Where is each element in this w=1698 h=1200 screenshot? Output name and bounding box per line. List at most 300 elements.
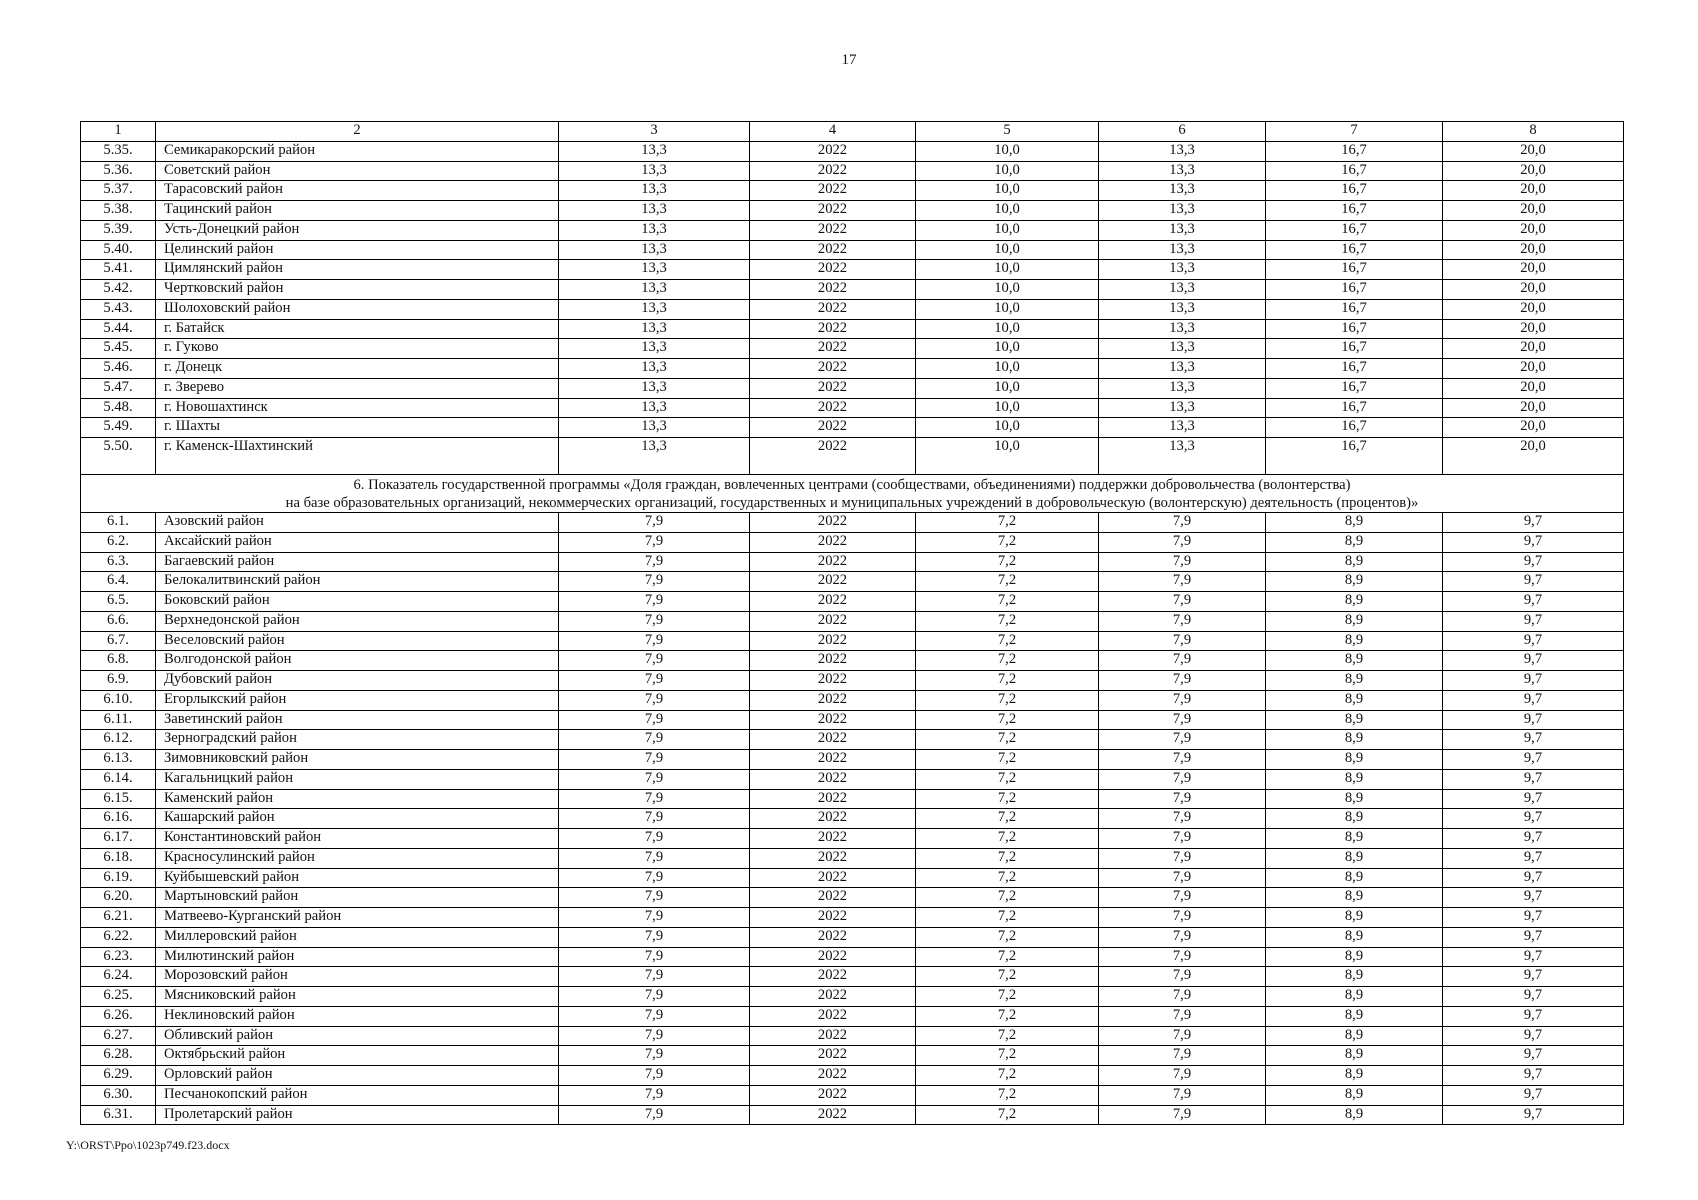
base-year-cell: 2022 xyxy=(750,438,916,475)
base-value-cell: 13,3 xyxy=(559,319,750,339)
base-value-cell: 7,9 xyxy=(559,611,750,631)
base-value-cell: 13,3 xyxy=(559,181,750,201)
value-2026-cell: 16,7 xyxy=(1266,359,1443,379)
base-year-cell: 2022 xyxy=(750,1066,916,1086)
value-2025-cell: 7,9 xyxy=(1099,829,1266,849)
table-row xyxy=(81,809,1624,829)
row-number-cell: 5.36. xyxy=(81,161,156,181)
value-2024-cell: 7,2 xyxy=(916,1066,1099,1086)
district-name-cell: Семикаракорский район xyxy=(156,141,559,161)
value-2024-cell: 7,2 xyxy=(916,769,1099,789)
base-year-cell: 2022 xyxy=(750,908,916,928)
column-number-8: 8 xyxy=(1443,122,1624,142)
district-name-cell: Мартыновский район xyxy=(156,888,559,908)
base-year-cell: 2022 xyxy=(750,359,916,379)
value-2025-cell: 13,3 xyxy=(1099,319,1266,339)
row-number-cell: 6.9. xyxy=(81,671,156,691)
value-2024-cell: 7,2 xyxy=(916,1006,1099,1026)
value-2026-cell: 16,7 xyxy=(1266,181,1443,201)
district-name-cell: Октябрьский район xyxy=(156,1046,559,1066)
value-2024-cell: 7,2 xyxy=(916,1046,1099,1066)
base-year-cell: 2022 xyxy=(750,339,916,359)
value-2024-cell: 10,0 xyxy=(916,398,1099,418)
base-year-cell: 2022 xyxy=(750,750,916,770)
row-number-cell: 5.42. xyxy=(81,280,156,300)
row-number-cell: 6.21. xyxy=(81,908,156,928)
section-6-header-row xyxy=(81,475,1624,513)
base-value-cell: 13,3 xyxy=(559,339,750,359)
district-name-cell: Матвеево-Курганский район xyxy=(156,908,559,928)
base-year-cell: 2022 xyxy=(750,1026,916,1046)
value-2025-cell: 13,3 xyxy=(1099,418,1266,438)
value-2025-cell: 13,3 xyxy=(1099,378,1266,398)
table-row xyxy=(81,513,1624,533)
base-value-cell: 13,3 xyxy=(559,359,750,379)
value-2026-cell: 8,9 xyxy=(1266,927,1443,947)
row-number-cell: 6.19. xyxy=(81,868,156,888)
table-row xyxy=(81,651,1624,671)
column-number-row xyxy=(81,122,1624,142)
district-name-cell: Цимлянский район xyxy=(156,260,559,280)
row-number-cell: 5.45. xyxy=(81,339,156,359)
base-year-cell: 2022 xyxy=(750,671,916,691)
value-2024-cell: 10,0 xyxy=(916,319,1099,339)
column-number-4: 4 xyxy=(750,122,916,142)
row-number-cell: 6.15. xyxy=(81,789,156,809)
table-row xyxy=(81,359,1624,379)
district-name-cell: Красносулинский район xyxy=(156,848,559,868)
value-2024-cell: 7,2 xyxy=(916,947,1099,967)
row-number-cell: 6.5. xyxy=(81,592,156,612)
value-2024-cell: 7,2 xyxy=(916,513,1099,533)
value-2030-cell: 9,7 xyxy=(1443,552,1624,572)
value-2026-cell: 8,9 xyxy=(1266,1066,1443,1086)
row-number-cell: 6.4. xyxy=(81,572,156,592)
value-2030-cell: 9,7 xyxy=(1443,967,1624,987)
table-row xyxy=(81,1026,1624,1046)
base-year-cell: 2022 xyxy=(750,398,916,418)
value-2026-cell: 8,9 xyxy=(1266,552,1443,572)
district-name-cell: Аксайский район xyxy=(156,532,559,552)
value-2025-cell: 13,3 xyxy=(1099,161,1266,181)
base-value-cell: 7,9 xyxy=(559,967,750,987)
value-2025-cell: 7,9 xyxy=(1099,1026,1266,1046)
value-2024-cell: 7,2 xyxy=(916,730,1099,750)
table-row xyxy=(81,769,1624,789)
district-name-cell: Константиновский район xyxy=(156,829,559,849)
row-number-cell: 6.13. xyxy=(81,750,156,770)
row-number-cell: 6.3. xyxy=(81,552,156,572)
value-2026-cell: 16,7 xyxy=(1266,319,1443,339)
value-2025-cell: 7,9 xyxy=(1099,750,1266,770)
base-year-cell: 2022 xyxy=(750,1046,916,1066)
table-row xyxy=(81,987,1624,1007)
base-year-cell: 2022 xyxy=(750,418,916,438)
table-row xyxy=(81,220,1624,240)
table-row xyxy=(81,967,1624,987)
base-value-cell: 7,9 xyxy=(559,690,750,710)
base-value-cell: 13,3 xyxy=(559,398,750,418)
value-2030-cell: 9,7 xyxy=(1443,927,1624,947)
base-year-cell: 2022 xyxy=(750,690,916,710)
row-number-cell: 5.39. xyxy=(81,220,156,240)
row-number-cell: 5.37. xyxy=(81,181,156,201)
base-value-cell: 7,9 xyxy=(559,987,750,1007)
base-value-cell: 7,9 xyxy=(559,532,750,552)
value-2024-cell: 7,2 xyxy=(916,1105,1099,1125)
district-name-cell: г. Каменск-Шахтинский xyxy=(156,438,559,475)
table-row xyxy=(81,240,1624,260)
district-name-cell: Белокалитвинский район xyxy=(156,572,559,592)
row-number-cell: 6.14. xyxy=(81,769,156,789)
value-2030-cell: 9,7 xyxy=(1443,947,1624,967)
value-2025-cell: 13,3 xyxy=(1099,260,1266,280)
value-2025-cell: 7,9 xyxy=(1099,513,1266,533)
district-name-cell: Милютинский район xyxy=(156,947,559,967)
row-number-cell: 6.24. xyxy=(81,967,156,987)
base-year-cell: 2022 xyxy=(750,730,916,750)
table-row xyxy=(81,710,1624,730)
base-value-cell: 7,9 xyxy=(559,552,750,572)
value-2026-cell: 8,9 xyxy=(1266,532,1443,552)
value-2026-cell: 8,9 xyxy=(1266,947,1443,967)
table-row xyxy=(81,829,1624,849)
value-2026-cell: 8,9 xyxy=(1266,987,1443,1007)
base-value-cell: 7,9 xyxy=(559,592,750,612)
district-name-cell: Тарасовский район xyxy=(156,181,559,201)
base-value-cell: 13,3 xyxy=(559,280,750,300)
district-name-cell: Миллеровский район xyxy=(156,927,559,947)
value-2026-cell: 16,7 xyxy=(1266,141,1443,161)
column-number-2: 2 xyxy=(156,122,559,142)
base-year-cell: 2022 xyxy=(750,280,916,300)
base-year-cell: 2022 xyxy=(750,319,916,339)
base-year-cell: 2022 xyxy=(750,513,916,533)
value-2030-cell: 20,0 xyxy=(1443,240,1624,260)
table-row xyxy=(81,690,1624,710)
value-2025-cell: 7,9 xyxy=(1099,967,1266,987)
value-2024-cell: 7,2 xyxy=(916,927,1099,947)
value-2025-cell: 7,9 xyxy=(1099,572,1266,592)
column-number-5: 5 xyxy=(916,122,1099,142)
table-row xyxy=(81,181,1624,201)
base-value-cell: 7,9 xyxy=(559,1006,750,1026)
base-year-cell: 2022 xyxy=(750,611,916,631)
value-2026-cell: 8,9 xyxy=(1266,730,1443,750)
base-year-cell: 2022 xyxy=(750,141,916,161)
base-year-cell: 2022 xyxy=(750,181,916,201)
district-name-cell: г. Зверево xyxy=(156,378,559,398)
district-name-cell: Заветинский район xyxy=(156,710,559,730)
value-2024-cell: 7,2 xyxy=(916,967,1099,987)
district-name-cell: Обливский район xyxy=(156,1026,559,1046)
base-value-cell: 7,9 xyxy=(559,730,750,750)
base-value-cell: 7,9 xyxy=(559,927,750,947)
base-value-cell: 7,9 xyxy=(559,868,750,888)
base-year-cell: 2022 xyxy=(750,201,916,221)
value-2030-cell: 9,7 xyxy=(1443,730,1624,750)
base-value-cell: 13,3 xyxy=(559,220,750,240)
value-2024-cell: 10,0 xyxy=(916,260,1099,280)
value-2026-cell: 8,9 xyxy=(1266,789,1443,809)
base-value-cell: 7,9 xyxy=(559,1085,750,1105)
district-name-cell: Шолоховский район xyxy=(156,299,559,319)
value-2024-cell: 10,0 xyxy=(916,299,1099,319)
value-2026-cell: 16,7 xyxy=(1266,398,1443,418)
table-row xyxy=(81,532,1624,552)
value-2030-cell: 20,0 xyxy=(1443,141,1624,161)
column-number-1: 1 xyxy=(81,122,156,142)
district-name-cell: Кагальницкий район xyxy=(156,769,559,789)
value-2030-cell: 20,0 xyxy=(1443,319,1624,339)
row-number-cell: 5.44. xyxy=(81,319,156,339)
base-year-cell: 2022 xyxy=(750,868,916,888)
value-2030-cell: 9,7 xyxy=(1443,1006,1624,1026)
value-2030-cell: 20,0 xyxy=(1443,378,1624,398)
base-value-cell: 7,9 xyxy=(559,1026,750,1046)
value-2025-cell: 13,3 xyxy=(1099,339,1266,359)
district-name-cell: Веселовский район xyxy=(156,631,559,651)
row-number-cell: 5.49. xyxy=(81,418,156,438)
value-2026-cell: 8,9 xyxy=(1266,888,1443,908)
row-number-cell: 6.28. xyxy=(81,1046,156,1066)
base-year-cell: 2022 xyxy=(750,927,916,947)
base-year-cell: 2022 xyxy=(750,710,916,730)
row-number-cell: 6.22. xyxy=(81,927,156,947)
value-2024-cell: 7,2 xyxy=(916,789,1099,809)
value-2026-cell: 8,9 xyxy=(1266,848,1443,868)
value-2025-cell: 13,3 xyxy=(1099,299,1266,319)
row-number-cell: 5.43. xyxy=(81,299,156,319)
value-2030-cell: 9,7 xyxy=(1443,769,1624,789)
district-name-cell: Пролетарский район xyxy=(156,1105,559,1125)
base-value-cell: 7,9 xyxy=(559,651,750,671)
value-2024-cell: 7,2 xyxy=(916,710,1099,730)
row-number-cell: 6.17. xyxy=(81,829,156,849)
district-name-cell: Зимовниковский район xyxy=(156,750,559,770)
value-2024-cell: 7,2 xyxy=(916,908,1099,928)
value-2026-cell: 8,9 xyxy=(1266,769,1443,789)
base-value-cell: 7,9 xyxy=(559,671,750,691)
row-number-cell: 6.18. xyxy=(81,848,156,868)
value-2030-cell: 9,7 xyxy=(1443,671,1624,691)
district-name-cell: Тацинский район xyxy=(156,201,559,221)
value-2024-cell: 10,0 xyxy=(916,438,1099,475)
district-name-cell: Верхнедонской район xyxy=(156,611,559,631)
value-2030-cell: 9,7 xyxy=(1443,868,1624,888)
value-2024-cell: 7,2 xyxy=(916,611,1099,631)
row-number-cell: 6.12. xyxy=(81,730,156,750)
value-2024-cell: 7,2 xyxy=(916,631,1099,651)
value-2030-cell: 9,7 xyxy=(1443,611,1624,631)
row-number-cell: 6.20. xyxy=(81,888,156,908)
value-2026-cell: 8,9 xyxy=(1266,690,1443,710)
base-value-cell: 7,9 xyxy=(559,888,750,908)
value-2025-cell: 7,9 xyxy=(1099,651,1266,671)
value-2025-cell: 7,9 xyxy=(1099,710,1266,730)
base-value-cell: 7,9 xyxy=(559,769,750,789)
base-value-cell: 7,9 xyxy=(559,710,750,730)
value-2030-cell: 20,0 xyxy=(1443,181,1624,201)
table-row xyxy=(81,161,1624,181)
table-row xyxy=(81,280,1624,300)
value-2026-cell: 8,9 xyxy=(1266,1105,1443,1125)
value-2025-cell: 7,9 xyxy=(1099,1006,1266,1026)
value-2026-cell: 8,9 xyxy=(1266,829,1443,849)
base-value-cell: 13,3 xyxy=(559,260,750,280)
row-number-cell: 5.50. xyxy=(81,438,156,475)
value-2030-cell: 20,0 xyxy=(1443,398,1624,418)
table-row xyxy=(81,398,1624,418)
value-2030-cell: 9,7 xyxy=(1443,1085,1624,1105)
base-year-cell: 2022 xyxy=(750,829,916,849)
value-2026-cell: 8,9 xyxy=(1266,710,1443,730)
row-number-cell: 5.40. xyxy=(81,240,156,260)
district-name-cell: Орловский район xyxy=(156,1066,559,1086)
district-name-cell: Волгодонской район xyxy=(156,651,559,671)
base-year-cell: 2022 xyxy=(750,592,916,612)
row-number-cell: 6.2. xyxy=(81,532,156,552)
row-number-cell: 6.7. xyxy=(81,631,156,651)
district-name-cell: Песчанокопский район xyxy=(156,1085,559,1105)
table-row xyxy=(81,750,1624,770)
table-row xyxy=(81,592,1624,612)
value-2030-cell: 9,7 xyxy=(1443,848,1624,868)
row-number-cell: 6.23. xyxy=(81,947,156,967)
base-year-cell: 2022 xyxy=(750,1006,916,1026)
table-row xyxy=(81,908,1624,928)
district-name-cell: Целинский район xyxy=(156,240,559,260)
district-name-cell: Усть-Донецкий район xyxy=(156,220,559,240)
value-2030-cell: 9,7 xyxy=(1443,710,1624,730)
value-2024-cell: 10,0 xyxy=(916,220,1099,240)
value-2024-cell: 7,2 xyxy=(916,750,1099,770)
base-year-cell: 2022 xyxy=(750,552,916,572)
value-2030-cell: 20,0 xyxy=(1443,299,1624,319)
table-row xyxy=(81,1006,1624,1026)
table-row xyxy=(81,1066,1624,1086)
table-row xyxy=(81,888,1624,908)
value-2030-cell: 20,0 xyxy=(1443,201,1624,221)
base-value-cell: 13,3 xyxy=(559,299,750,319)
value-2030-cell: 20,0 xyxy=(1443,418,1624,438)
base-value-cell: 7,9 xyxy=(559,848,750,868)
value-2026-cell: 8,9 xyxy=(1266,611,1443,631)
table-row xyxy=(81,611,1624,631)
row-number-cell: 6.10. xyxy=(81,690,156,710)
base-value-cell: 13,3 xyxy=(559,141,750,161)
value-2024-cell: 7,2 xyxy=(916,829,1099,849)
value-2026-cell: 8,9 xyxy=(1266,651,1443,671)
value-2025-cell: 7,9 xyxy=(1099,671,1266,691)
base-year-cell: 2022 xyxy=(750,651,916,671)
value-2030-cell: 9,7 xyxy=(1443,888,1624,908)
value-2024-cell: 7,2 xyxy=(916,1085,1099,1105)
table-row xyxy=(81,438,1624,475)
row-number-cell: 5.47. xyxy=(81,378,156,398)
value-2030-cell: 9,7 xyxy=(1443,592,1624,612)
table-row xyxy=(81,339,1624,359)
value-2030-cell: 9,7 xyxy=(1443,987,1624,1007)
value-2025-cell: 13,3 xyxy=(1099,201,1266,221)
value-2026-cell: 8,9 xyxy=(1266,1046,1443,1066)
value-2030-cell: 9,7 xyxy=(1443,1066,1624,1086)
base-value-cell: 13,3 xyxy=(559,378,750,398)
row-number-cell: 5.46. xyxy=(81,359,156,379)
base-year-cell: 2022 xyxy=(750,769,916,789)
table-row xyxy=(81,378,1624,398)
row-number-cell: 6.27. xyxy=(81,1026,156,1046)
value-2026-cell: 8,9 xyxy=(1266,1085,1443,1105)
base-year-cell: 2022 xyxy=(750,1085,916,1105)
section-6-title-line-1: 6. Показатель государственной программы «Доля граждан, вовлеченных центрами (сообществами, объединениями) поддержки добровольчества (волонтерства) xyxy=(353,477,1351,493)
base-year-cell: 2022 xyxy=(750,888,916,908)
row-number-cell: 6.29. xyxy=(81,1066,156,1086)
value-2024-cell: 10,0 xyxy=(916,280,1099,300)
value-2025-cell: 7,9 xyxy=(1099,730,1266,750)
value-2024-cell: 7,2 xyxy=(916,552,1099,572)
value-2030-cell: 9,7 xyxy=(1443,572,1624,592)
base-year-cell: 2022 xyxy=(750,532,916,552)
row-number-cell: 5.35. xyxy=(81,141,156,161)
base-year-cell: 2022 xyxy=(750,789,916,809)
value-2025-cell: 13,3 xyxy=(1099,181,1266,201)
value-2025-cell: 7,9 xyxy=(1099,868,1266,888)
base-year-cell: 2022 xyxy=(750,947,916,967)
value-2026-cell: 8,9 xyxy=(1266,750,1443,770)
base-year-cell: 2022 xyxy=(750,809,916,829)
base-year-cell: 2022 xyxy=(750,240,916,260)
district-name-cell: Куйбышевский район xyxy=(156,868,559,888)
row-number-cell: 6.8. xyxy=(81,651,156,671)
base-value-cell: 7,9 xyxy=(559,750,750,770)
indicator-table xyxy=(80,121,1624,1125)
value-2025-cell: 13,3 xyxy=(1099,398,1266,418)
district-name-cell: Кашарский район xyxy=(156,809,559,829)
value-2024-cell: 10,0 xyxy=(916,181,1099,201)
column-number-3: 3 xyxy=(559,122,750,142)
district-name-cell: Советский район xyxy=(156,161,559,181)
value-2030-cell: 9,7 xyxy=(1443,651,1624,671)
district-name-cell: Мясниковский район xyxy=(156,987,559,1007)
value-2026-cell: 8,9 xyxy=(1266,572,1443,592)
district-name-cell: Егорлыкский район xyxy=(156,690,559,710)
value-2024-cell: 10,0 xyxy=(916,161,1099,181)
table-row xyxy=(81,848,1624,868)
table-row xyxy=(81,141,1624,161)
base-value-cell: 7,9 xyxy=(559,572,750,592)
file-path-footer: Y:\ORST\Ppo\1023p749.f23.docx xyxy=(66,1138,230,1152)
value-2026-cell: 16,7 xyxy=(1266,220,1443,240)
value-2025-cell: 13,3 xyxy=(1099,141,1266,161)
value-2025-cell: 7,9 xyxy=(1099,947,1266,967)
value-2026-cell: 8,9 xyxy=(1266,868,1443,888)
value-2024-cell: 7,2 xyxy=(916,671,1099,691)
value-2024-cell: 7,2 xyxy=(916,848,1099,868)
value-2026-cell: 8,9 xyxy=(1266,631,1443,651)
table-row xyxy=(81,1085,1624,1105)
value-2024-cell: 10,0 xyxy=(916,240,1099,260)
value-2030-cell: 20,0 xyxy=(1443,280,1624,300)
value-2026-cell: 16,7 xyxy=(1266,378,1443,398)
value-2024-cell: 7,2 xyxy=(916,690,1099,710)
value-2025-cell: 7,9 xyxy=(1099,1066,1266,1086)
value-2024-cell: 7,2 xyxy=(916,532,1099,552)
value-2026-cell: 8,9 xyxy=(1266,671,1443,691)
value-2030-cell: 9,7 xyxy=(1443,809,1624,829)
value-2025-cell: 7,9 xyxy=(1099,690,1266,710)
district-name-cell: Дубовский район xyxy=(156,671,559,691)
